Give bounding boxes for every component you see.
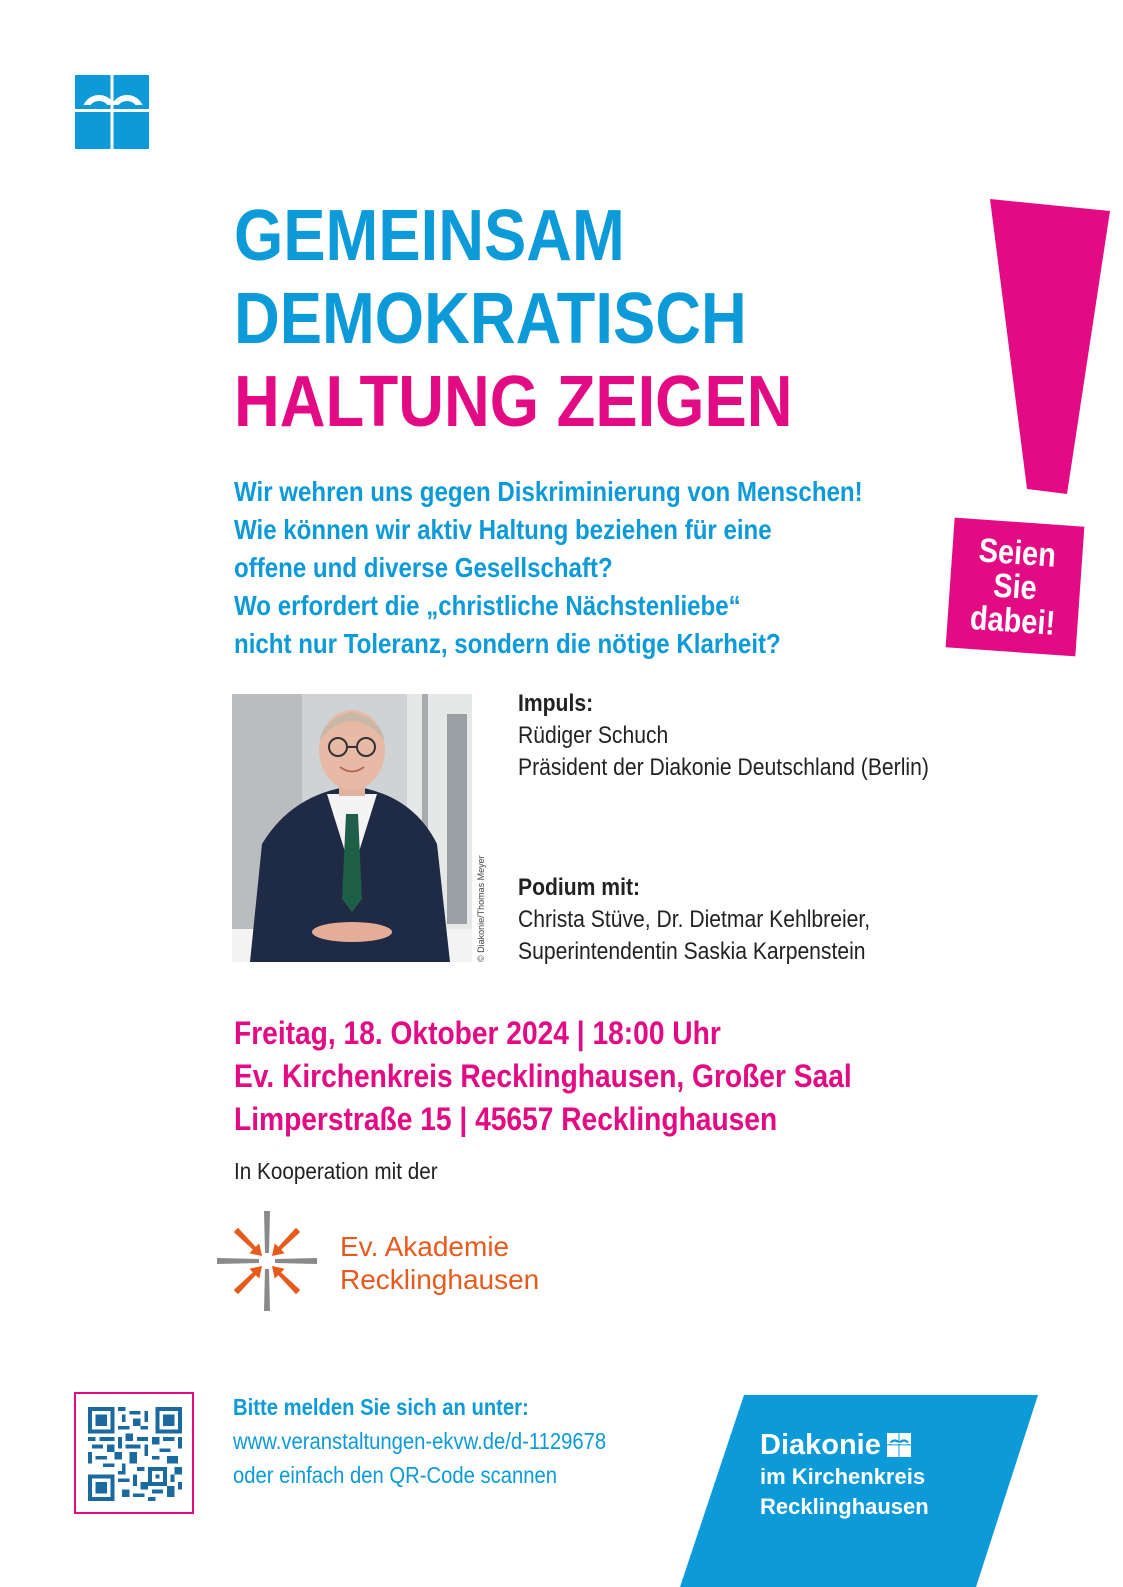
akademie-line-1: Ev. Akademie (340, 1231, 510, 1262)
event-date: Freitag, 18. Oktober 2024 | 18:00 Uhr (234, 1015, 721, 1051)
photo-credit: © Diakonie/Thomas Meyer (476, 855, 486, 962)
qr-code-frame[interactable] (74, 1392, 194, 1514)
podium-block (518, 872, 870, 968)
footer-logo-line-3: Recklinghausen (760, 1494, 929, 1519)
impuls-role: Präsident der Diakonie Deutschland (Berlin) (518, 754, 929, 781)
footer-logo-text (760, 1428, 929, 1522)
registration-block (233, 1390, 606, 1492)
podium-line-2: Superintendentin Saskia Karpenstein (518, 938, 866, 965)
footer-logo-line-2: im Kirchenkreis (760, 1464, 926, 1489)
impuls-name: Rüdiger Schuch (518, 722, 669, 749)
headline-line-2: DEMOKRATISCH (234, 279, 747, 359)
registration-url[interactable]: www.veranstaltungen-ekvw.de/d-1129678 (233, 1428, 607, 1454)
exclamation-mark-icon (985, 197, 1115, 497)
intro-text (234, 473, 939, 663)
badge-line-3: dabei! (968, 598, 1057, 643)
headline-line-1: GEMEINSAM (234, 196, 625, 276)
footer-logo-line-1: Diakonie (760, 1429, 881, 1461)
seien-sie-dabei-badge (946, 518, 1085, 657)
badge-line-1: Seien (977, 531, 1058, 575)
intro-line: offene und diverse Gesellschaft? (234, 552, 613, 583)
qr-code-icon (88, 1407, 182, 1501)
intro-line: Wir wehren uns gegen Diskriminierung von Menschen! (234, 476, 863, 507)
registration-hint: oder einfach den QR-Code scannen (233, 1462, 558, 1488)
akademie-arrows-icon (214, 1208, 320, 1314)
diakonie-small-logo-icon (887, 1433, 911, 1457)
intro-line: nicht nur Toleranz, sondern die nötige Klarheit? (234, 628, 781, 659)
speaker-photo (232, 694, 472, 962)
intro-line: Wie können wir aktiv Haltung beziehen für eine (234, 514, 772, 545)
diakonie-logo-icon (75, 75, 149, 149)
cooperation-text: In Kooperation mit der (234, 1158, 438, 1184)
event-venue: Ev. Kirchenkreis Recklinghausen, Großer Saal (234, 1058, 852, 1094)
headline-line-3: HALTUNG ZEIGEN (234, 362, 793, 442)
intro-line: Wo erfordert die „christliche Nächstenliebe“ (234, 590, 741, 621)
akademie-line-2: Recklinghausen (340, 1264, 540, 1295)
impuls-block (518, 688, 929, 784)
registration-heading: Bitte melden Sie sich an unter: (233, 1394, 529, 1420)
podium-label: Podium mit: (518, 874, 641, 901)
event-info (234, 1012, 852, 1141)
event-address: Limperstraße 15 | 45657 Recklinghausen (234, 1101, 778, 1137)
podium-line-1: Christa Stüve, Dr. Dietmar Kehlbreier, (518, 906, 871, 933)
badge-line-2: Sie (992, 566, 1038, 608)
akademie-logo-text (340, 1230, 539, 1296)
impuls-label: Impuls: (518, 690, 594, 717)
